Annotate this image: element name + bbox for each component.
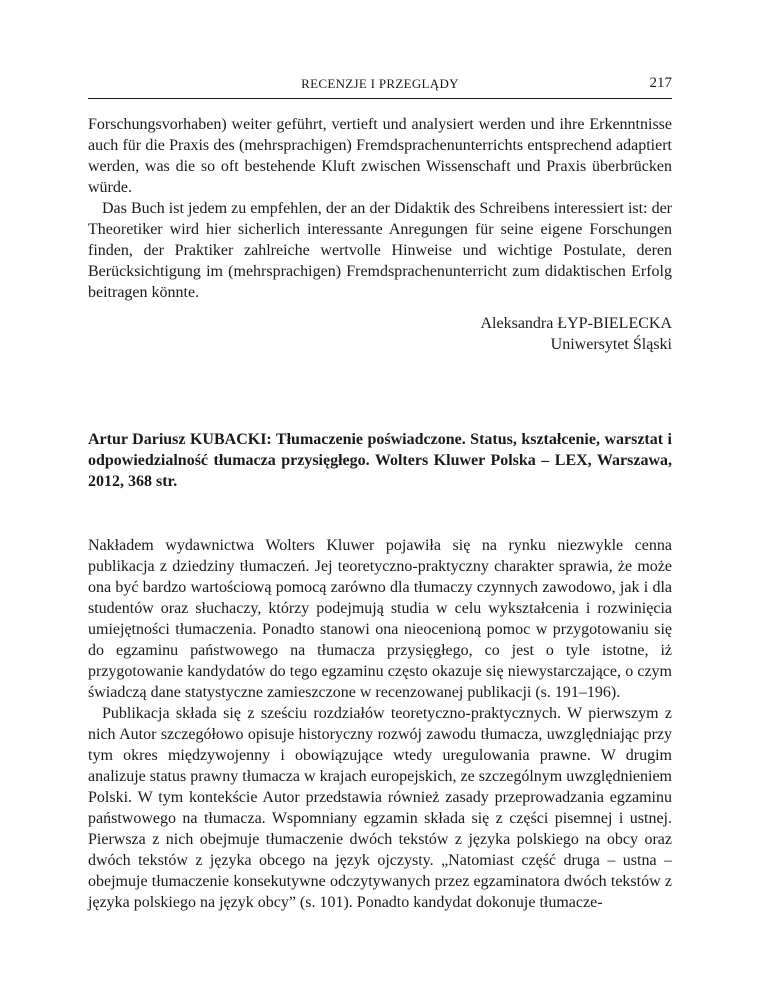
review1-body — [88, 114, 672, 303]
review2-body — [88, 535, 672, 913]
running-head — [88, 75, 672, 95]
header-rule — [88, 98, 672, 99]
review1-affiliation: Uniwersytet Śląski — [550, 336, 672, 353]
running-title: RECENZJE I PRZEGLĄDY — [301, 76, 459, 91]
review2-paragraph: Publikacja składa się z sześciu rozdziałów teoretyczno-praktycznych. W pierwszym z nich Autor szczegółowo opisuje historyczny rozwój zawodu tłumacza, uwzględniając przy tym okres międzywojenny i obowiązujące wtedy uregulowania prawne. W drugim analizuje status prawny tłumacza w krajach europejskich, ze szczególnym uwzględnieniem Polski. W tym kontekście Autor przedstawia również zasady przeprowadzania egzaminu państwowego na tłumacza. Wspomniany egzamin składa się z części pisemnej i ustnej. Pierwsza z nich obejmuje tłumaczenie dwóch tekstów z języka polskiego na obcy oraz dwóch tekstów z języka obcego na język ojczysty. „Natomiast część druga – ustna – obejmuje tłumaczenie konsekutywne odczytywanych przez egzaminatora dwóch tekstów z języka polskiego na język obcy” (s. 101). Ponadto kandydat dokonuje tłumacze- — [88, 705, 672, 911]
review1-paragraph: Forschungsvorhaben) weiter geführt, vertieft und analysiert werden und ihre Erkenntnisse auch für die Praxis des (mehrsprachigen) Fremdsprachenunterrichts entsprechend adaptiert werden, was die so oft bestehende Kluft zwischen Wissenschaft und Praxis überbrücken würde. — [88, 116, 672, 196]
review2-title: Artur Dariusz KUBACKI: Tłumaczenie poświadczone. Status, kształcenie, warsztat i odpowiedzialność tłumacza przysięgłego. Wolters Kluwer Polska – LEX, Warszawa, 2012, 368 str. — [88, 431, 672, 490]
review1-signature — [480, 313, 672, 355]
review2-paragraph: Nakładem wydawnictwa Wolters Kluwer pojawiła się na rynku niezwykle cenna publikacja z dziedziny tłumaczeń. Jej teoretyczno-praktyczny charakter sprawia, że może ona być bardzo wartościową pomocą zarówno dla tłumaczy czynnych zawodowo, jak i dla studentów oraz słuchaczy, którzy podejmują studia w celu wykształcenia i rozwinięcia umiejętności tłumaczenia. Ponadto stanowi ona nieocenioną pomoc w przygotowaniu się do egzaminu państwowego na tłumacza przysięgłego, co jest o tyle istotne, iż przygotowanie kandydatów do tego egzaminu często okazuje się niewystarczające, o czym świadczą dane statystyczne zamieszczone w recenzowanej publikacji (s. 191–196). — [88, 537, 672, 701]
review1-paragraph: Das Buch ist jedem zu empfehlen, der an der Didaktik des Schreibens interessiert ist: der Theoretiker wird hier sicherlich interessante Anregungen für seine eigene Forschungen finden, der Praktiker zahlreiche wertvolle Hinweise und wichtige Postulate, deren Berücksichtigung im (mehrsprachigen) Fremdsprachenunterricht zum didaktischen Erfolg beitragen könnte. — [88, 200, 672, 301]
review1-author: Aleksandra ŁYP-BIELECKA — [480, 315, 672, 332]
page-number: 217 — [649, 75, 672, 91]
